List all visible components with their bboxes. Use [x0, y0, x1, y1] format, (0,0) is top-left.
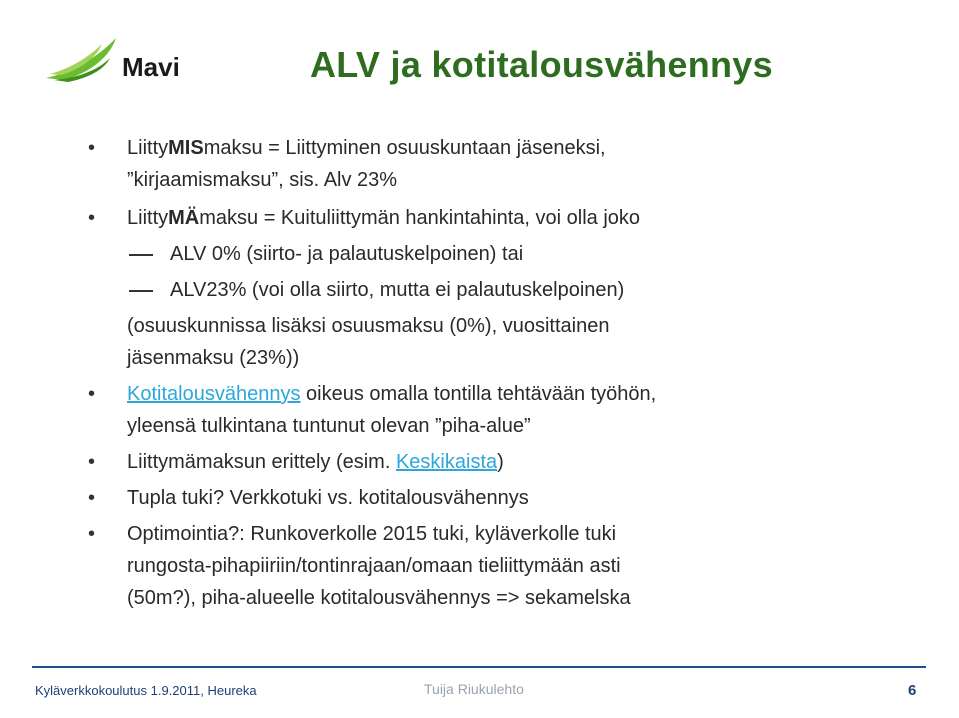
keskikaista-link[interactable]: Keskikaista	[395, 451, 498, 473]
bullet-text: Tupla tuki? Verkkotuki vs. kotitalousvähennys	[127, 487, 529, 509]
bullet-liittyma	[80, 202, 940, 234]
bullet-optimointia	[80, 518, 940, 614]
sub-bullet-alv0	[80, 238, 940, 270]
sub-bullet-text: ALV 0% (siirto- ja palautuskelpoinen) tai	[170, 243, 524, 265]
bullet-text: Optimointia?: Runkoverkolle 2015 tuki, kyläverkolle tuki	[127, 523, 617, 545]
bullet-emphasis: MIS	[168, 137, 204, 159]
page-number: 6	[908, 682, 917, 699]
continuation-line: (osuuskunnissa lisäksi osuusmaksu (0%), vuosittainen	[127, 315, 610, 337]
continuation-text	[80, 310, 940, 374]
bullet-kotitalousvahennys	[80, 378, 940, 442]
footer-event: Kyläverkkokoulutus 1.9.2011, Heureka	[35, 683, 257, 698]
footer-author: Tuija Riukulehto	[424, 681, 524, 697]
bullet-emphasis: MÄ	[168, 207, 200, 229]
bullet-liittymis	[80, 132, 940, 196]
logo-text: Mavi	[122, 52, 180, 82]
bullet-text: rungosta-pihapiiriin/tontinrajaan/omaan tieliittymään asti	[127, 555, 621, 577]
bullet-tupla-tuki	[80, 482, 940, 514]
dash-marker	[129, 290, 153, 292]
slide-title: ALV ja kotitalousvähennys	[310, 44, 773, 85]
bullet-text: Liittymämaksun erittely (esim.	[127, 451, 396, 473]
bullet-text: )	[497, 451, 504, 473]
bullet-text: (50m?), piha-alueelle kotitalousvähennys => sekamelska	[127, 587, 631, 609]
bullet-text: yleensä tulkintana tuntunut olevan ”piha-alue”	[127, 415, 531, 437]
bullet-text: Liitty	[127, 137, 169, 159]
mavi-leaf-icon	[44, 34, 189, 84]
bullet-text: ”kirjaamismaksu”, sis. Alv 23%	[127, 169, 398, 191]
bullet-text: maksu = Kuituliittymän hankintahinta, voi olla joko	[199, 207, 641, 229]
sub-bullet-text: ALV23% (voi olla siirto, mutta ei palautuskelpoinen)	[170, 279, 625, 301]
bullet-erittely	[80, 446, 940, 478]
sub-bullet-alv23	[80, 274, 940, 306]
bullet-text: maksu = Liittyminen osuuskuntaan jäseneksi,	[203, 137, 606, 159]
slide-content	[80, 132, 940, 614]
continuation-line: jäsenmaksu (23%))	[127, 347, 300, 369]
mavi-logo	[44, 34, 189, 84]
footer-divider	[32, 666, 926, 668]
dash-marker	[129, 254, 153, 256]
kotitalousvahennys-link[interactable]: Kotitalousvähennys	[127, 383, 301, 405]
bullet-text: Liitty	[127, 207, 169, 229]
bullet-text: oikeus omalla tontilla tehtävään työhön,	[300, 383, 657, 405]
